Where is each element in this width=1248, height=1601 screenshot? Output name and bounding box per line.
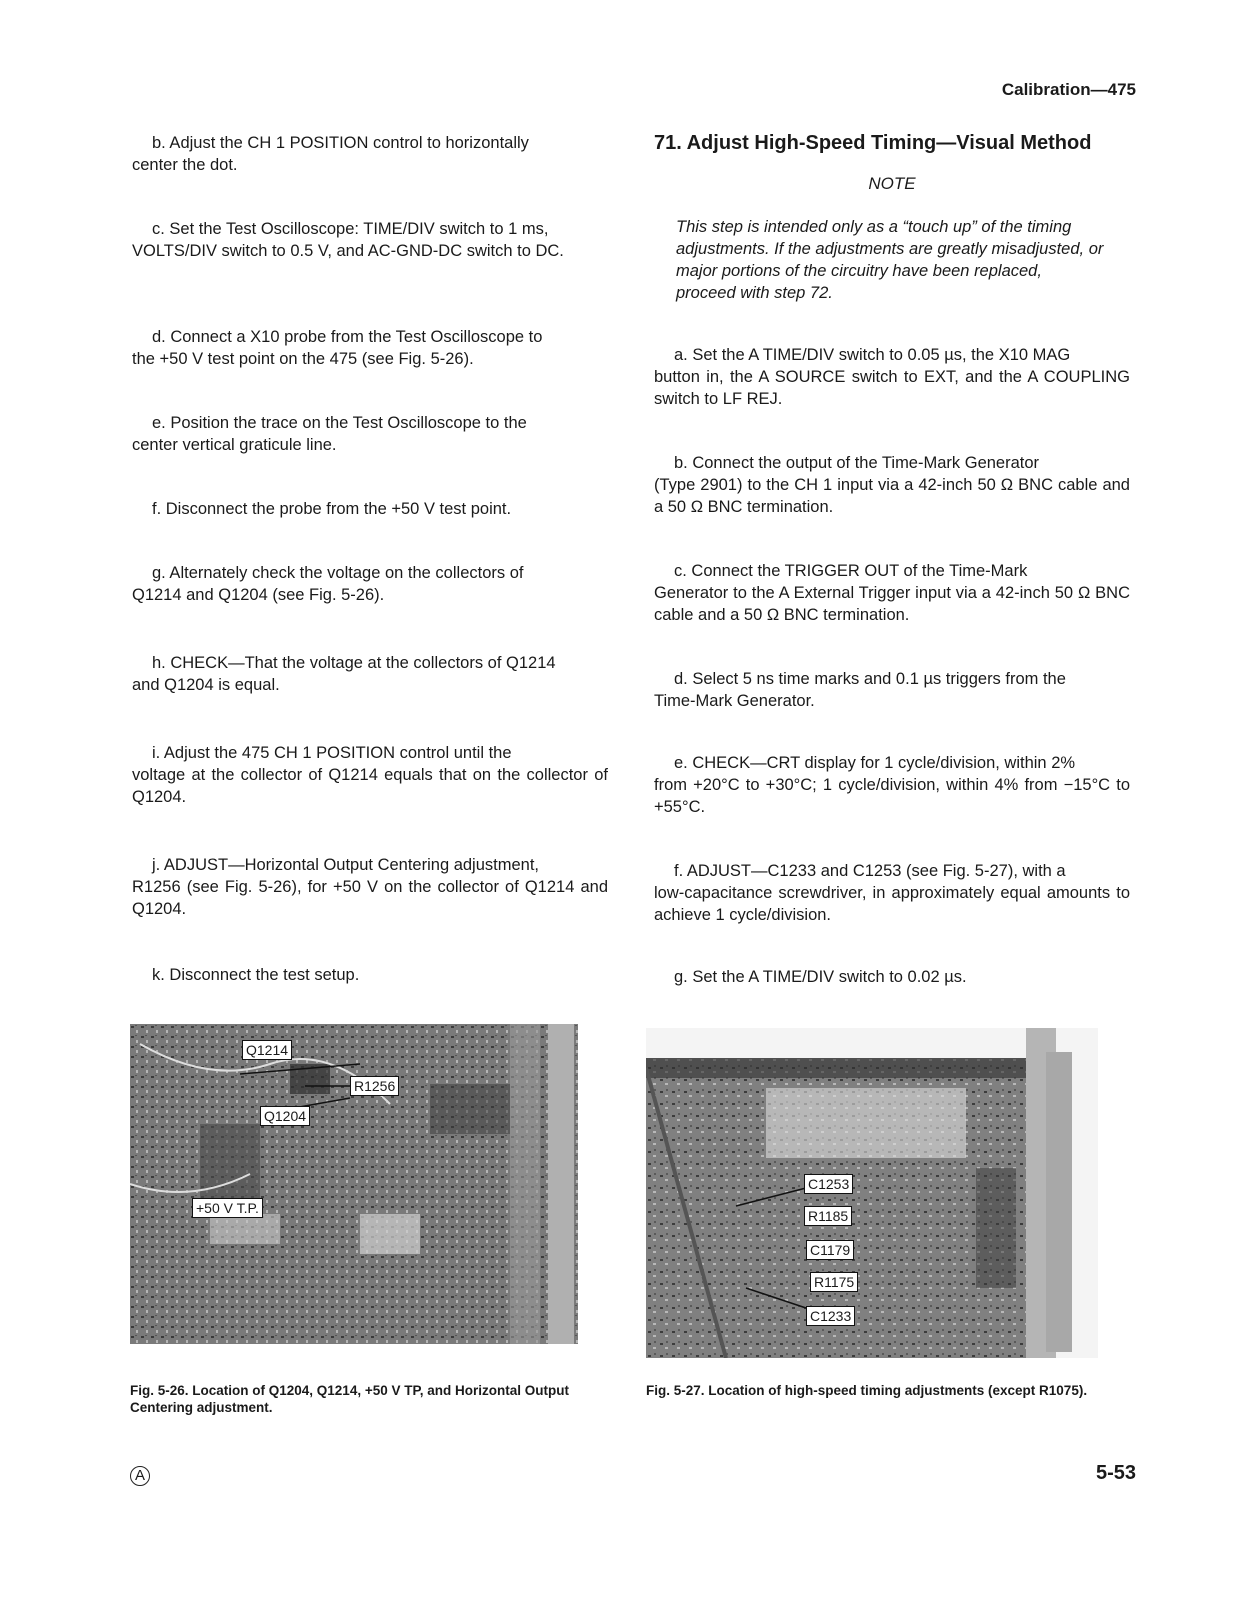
left-step-i: i. Adjust the 475 CH 1 POSITION control until the voltage at the collector of Q1214 equals that on the collector of Q1204. <box>132 744 608 806</box>
left-step-h: h. CHECK—That the voltage at the collectors of Q1214 and Q1204 is equal. <box>132 654 556 694</box>
label-r1175: R1175 <box>810 1272 858 1292</box>
right-step-e: e. CHECK—CRT display for 1 cycle/division, within 2% from +20°C to +30°C; 1 cycle/division, within 4% from −15°C to +55°C. <box>654 754 1130 816</box>
left-step-j: j. ADJUST—Horizontal Output Centering adjustment, R1256 (see Fig. 5-26), for +50 V on the collector of Q1214 and Q1204. <box>132 856 608 918</box>
note-title: NOTE <box>868 174 916 193</box>
left-step-d: d. Connect a X10 probe from the Test Oscilloscope to the +50 V test point on the 475 (see Fig. 5-26). <box>132 328 543 368</box>
right-step-d: d. Select 5 ns time marks and 0.1 µs triggers from the Time-Mark Generator. <box>654 670 1066 710</box>
label-c1233: C1233 <box>806 1306 855 1326</box>
label-c1179: C1179 <box>806 1240 854 1260</box>
label-q1214: Q1214 <box>242 1040 292 1060</box>
fig-5-27-caption: Fig. 5-27. Location of high-speed timing adjustments (except R1075). <box>646 1383 1088 1398</box>
right-step-f: f. ADJUST—C1233 and C1253 (see Fig. 5-27), with a low-capacitance screwdriver, in approximately equal amounts to achieve 1 cycle/division. <box>654 862 1130 924</box>
left-step-c: c. Set the Test Oscilloscope: TIME/DIV switch to 1 ms, VOLTS/DIV switch to 0.5 V, and AC-GND-DC switch to DC. <box>132 220 564 260</box>
left-step-k: k. Disconnect the test setup. <box>152 966 360 984</box>
circuit-board-photo-right <box>646 1028 1098 1358</box>
fig-5-26-caption: Fig. 5-26. Location of Q1204, Q1214, +50 V TP, and Horizontal Output Centering adjustment. <box>130 1383 569 1415</box>
right-step-g: g. Set the A TIME/DIV switch to 0.02 µs. <box>674 968 967 986</box>
right-step-a: a. Set the A TIME/DIV switch to 0.05 µs, the X10 MAG button in, the A SOURCE switch to EXT, and the A COUPLING switch to LF REJ. <box>654 346 1130 408</box>
left-step-g: g. Alternately check the voltage on the collectors of Q1214 and Q1204 (see Fig. 5-26). <box>132 564 524 604</box>
left-step-e: e. Position the trace on the Test Oscilloscope to the center vertical graticule line. <box>132 414 527 454</box>
fig-5-26-photo <box>130 1024 578 1344</box>
left-step-b: b. Adjust the CH 1 POSITION control to horizontally center the dot. <box>132 134 529 174</box>
front-panel-edge-left <box>548 1024 574 1344</box>
revision-mark: A <box>130 1466 150 1486</box>
fig-5-27-photo <box>646 1028 1098 1358</box>
label-r1185: R1185 <box>804 1206 852 1226</box>
section-title: 71. Adjust High-Speed Timing—Visual Method <box>654 132 1092 154</box>
page-number: 5-53 <box>1095 1462 1136 1484</box>
right-step-c: c. Connect the TRIGGER OUT of the Time-Mark Generator to the A External Trigger input via a 42-inch 50 Ω BNC cable and a 50 Ω BNC termination. <box>654 562 1130 624</box>
label-q1204: Q1204 <box>260 1106 310 1126</box>
left-step-f: f. Disconnect the probe from the +50 V test point. <box>152 500 512 518</box>
label-c1253: C1253 <box>804 1174 853 1194</box>
note-body: This step is intended only as a “touch up” of the timing adjustments. If the adjustments are greatly misadjusted, or major portions of the circuitry have been replaced, proceed with step 72. <box>676 218 1104 302</box>
label-r1256: R1256 <box>350 1076 399 1096</box>
right-step-b: b. Connect the output of the Time-Mark Generator (Type 2901) to the CH 1 input via a 42-inch 50 Ω BNC cable and a 50 Ω BNC termination. <box>654 454 1130 516</box>
front-panel-edge-right <box>1046 1052 1072 1352</box>
label-50v-tp: +50 V T.P. <box>192 1198 263 1218</box>
circuit-board-photo-left <box>130 1024 578 1344</box>
page-header: Calibration—475 <box>1001 80 1136 99</box>
